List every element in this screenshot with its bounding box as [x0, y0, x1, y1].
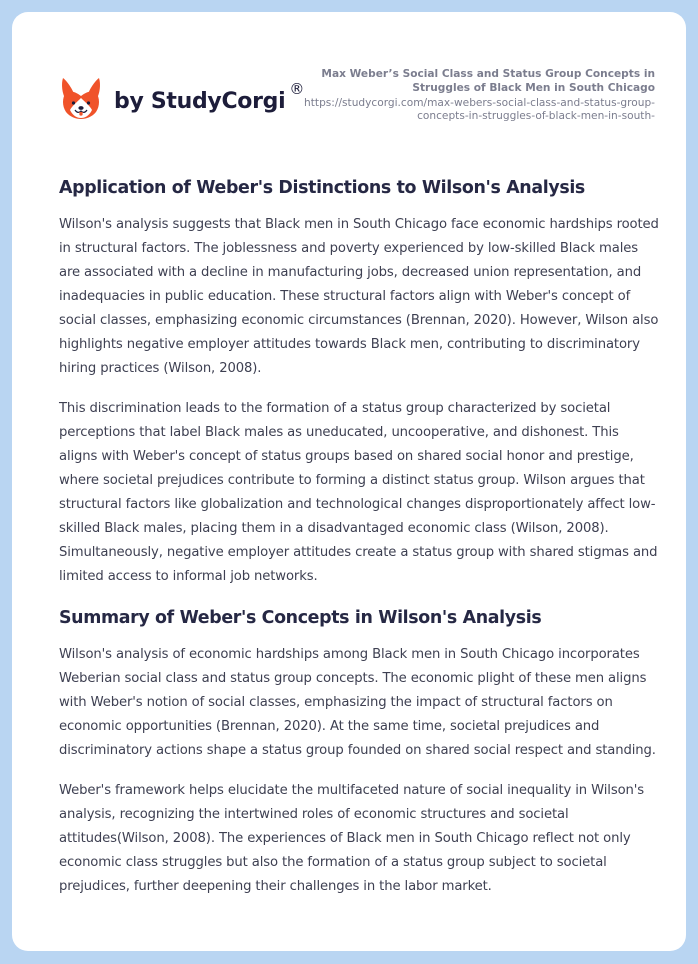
section-heading: Application of Weber's Distinctions to Wilson's Analysis: [59, 178, 585, 198]
document-header: [12, 12, 686, 152]
section-summary: [59, 605, 659, 899]
article-body: [59, 175, 659, 915]
paragraph: Wilson's analysis of economic hardships among Black men in South Chicago incorporates Weberian social class and status group concepts. The economic plight of these men aligns with Weber's notion of social classes, emphasizing the impact of structural factors on economic opportunities (Brennan, 2020). At the same time, societal prejudices and discriminatory actions shape a status group founded on shared social respect and standing.: [59, 647, 656, 758]
paragraph: This discrimination leads to the formation of a status group characterized by societal perceptions that label Black males as uneducated, uncooperative, and dishonest. This aligns with Weber's concept of status groups based on shared social honor and prestige, where societal prejudices contribute to forming a distinct status group. Wilson argues that structural factors like globalization and technological changes disproportionately affect low-skilled Black males, placing them in a disadvantaged economic class (Wilson, 2008). Simultaneously, negative employer attitudes create a status group with shared stigmas and limited access to informal job networks.: [59, 401, 658, 584]
registered-mark: ®: [289, 80, 305, 98]
source-info: [295, 67, 655, 123]
corgi-head-icon: [60, 76, 102, 120]
source-title: Max Weber’s Social Class and Status Group Concepts in Struggles of Black Men in South Chicago: [321, 68, 655, 94]
document-card: [12, 12, 686, 951]
paragraph: Weber's framework helps elucidate the multifaceted nature of social inequality in Wilson's analysis, recognizing the intertwined roles of economic structures and societal attitudes(Wilson, 2008). The experiences of Black men in South Chicago reflect not only economic class struggles but also the formation of a status group subject to societal prejudices, further deepening their challenges in the labor market.: [59, 783, 645, 894]
paragraph: Wilson's analysis suggests that Black men in South Chicago face economic hardships rooted in structural factors. The joblessness and poverty experienced by low-skilled Black males are associated with a decline in manufacturing jobs, decreased union representation, and inadequacies in public education. These structural factors align with Weber's concept of social classes, emphasizing economic circumstances (Brennan, 2020). However, Wilson also highlights negative employer attitudes towards Black men, contributing to discriminatory hiring practices (Wilson, 2008).: [59, 217, 659, 376]
section-heading: Summary of Weber's Concepts in Wilson's Analysis: [59, 608, 542, 628]
brand-name: by StudyCorgi: [114, 88, 286, 114]
section-application: [59, 175, 659, 589]
source-url-link[interactable]: https://studycorgi.com/max-webers-social-class-and-status-group-concepts-in-struggles-of-black-men-in-south-: [304, 97, 655, 122]
studycorgi-logo[interactable]: [60, 76, 304, 120]
